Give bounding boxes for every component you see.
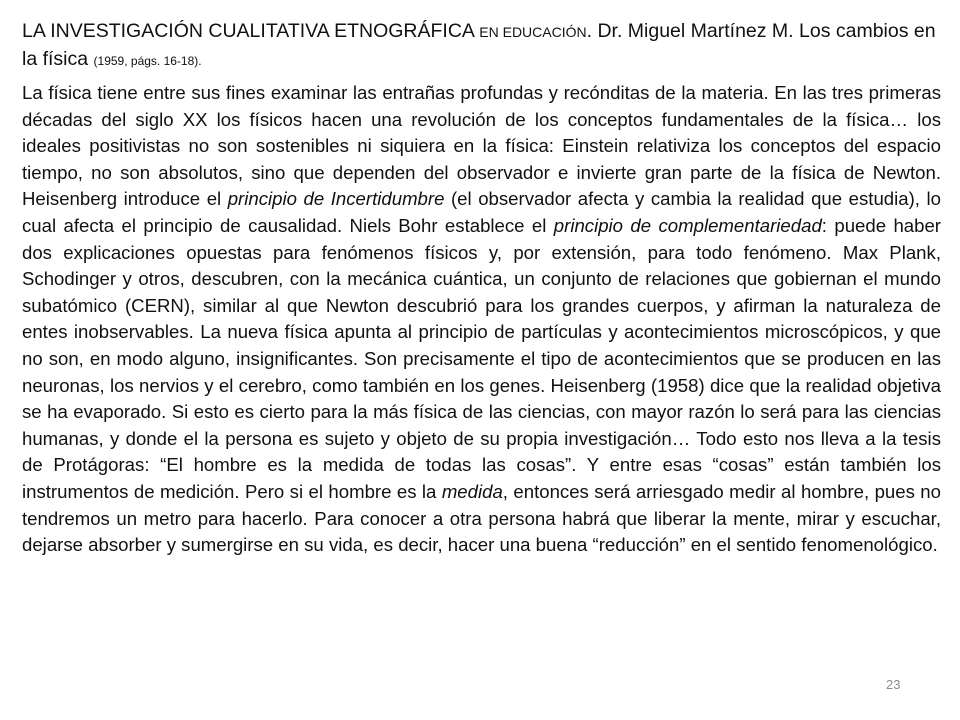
body-text-4: , entonces será arriesgado medir al hombre, pues no tendremos un metro para hacerlo. Para conocer a otra persona habrá que liberar la mente, mirar y escuchar, dejarse absorber y sumergirse en su vida, es decir, hacer una buena “reducción” en el sentido fenomenológico. xyxy=(22,480,941,556)
body-text-1: La física tiene entre sus fines examinar las entrañas profundas y recónditas de la materia. En las tres primeras décadas del siglo XX los físicos hacen una revolución de los conceptos fundamentales de la física… los ideales positivistas no son sostenibles ni siquiera en la física: Einstein relativiza los conceptos del espacio tiempo, no son absolutos, sino que dependen del observador e invierte gran parte de la física de Newton. Heisenberg introduce el xyxy=(22,82,941,210)
body-text-2: (el observador afecta y cambia la realidad que estudia), lo cual afecta el principio de causalidad. Niels Bohr establece el xyxy=(22,188,941,236)
body-italic-1: principio de Incertidumbre xyxy=(227,188,445,210)
body-paragraph xyxy=(22,80,941,559)
body-italic-3: medida xyxy=(441,480,503,502)
page-number: 23 xyxy=(886,677,901,692)
title-small: EN EDUCACIÓN xyxy=(479,24,587,40)
slide-header xyxy=(22,18,942,75)
body-italic-2: principio de complementariedad xyxy=(553,214,822,236)
body-text-3: : puede haber dos explicaciones opuestas para fenómenos físicos y, por extensión, para todo fenómeno. Max Plank, Schodinger y otros, descubren, con la mecánica cuántica, un conjunto de relaciones que gobiernan el mundo subatómico (CERN), similar al que Newton descubrió para los grandes cuerpos, y afirman la naturaleza de entes inobservables. La nueva física apunta al principio de partículas y acontecimientos microscópicos, y que no son, en modo alguno, insignificantes. Son precisamente el tipo de acontecimientos que se producen en las neuronas, los nervios y el cerebro, como también en los genes. Heisenberg (1958) dice que la realidad objetiva se ha evaporado. Si esto es cierto para la más física de las ciencias, con mayor razón lo será para las ciencias humanas, y donde el la persona es sujeto y objeto de su propia investigación… Todo esto nos lleva a la tesis de Protágoras: “El hombre es la medida de todas las cosas”. Y entre esas “cosas” están también los instrumentos de medición. Pero si el hombre es la xyxy=(22,214,941,502)
title-citation: (1959, págs. 16-18). xyxy=(93,54,202,68)
title-after: . Dr. Miguel Martínez M. Los cambios en la física xyxy=(22,20,936,70)
title-main: LA INVESTIGACIÓN CUALITATIVA ETNOGRÁFICA xyxy=(22,20,474,42)
